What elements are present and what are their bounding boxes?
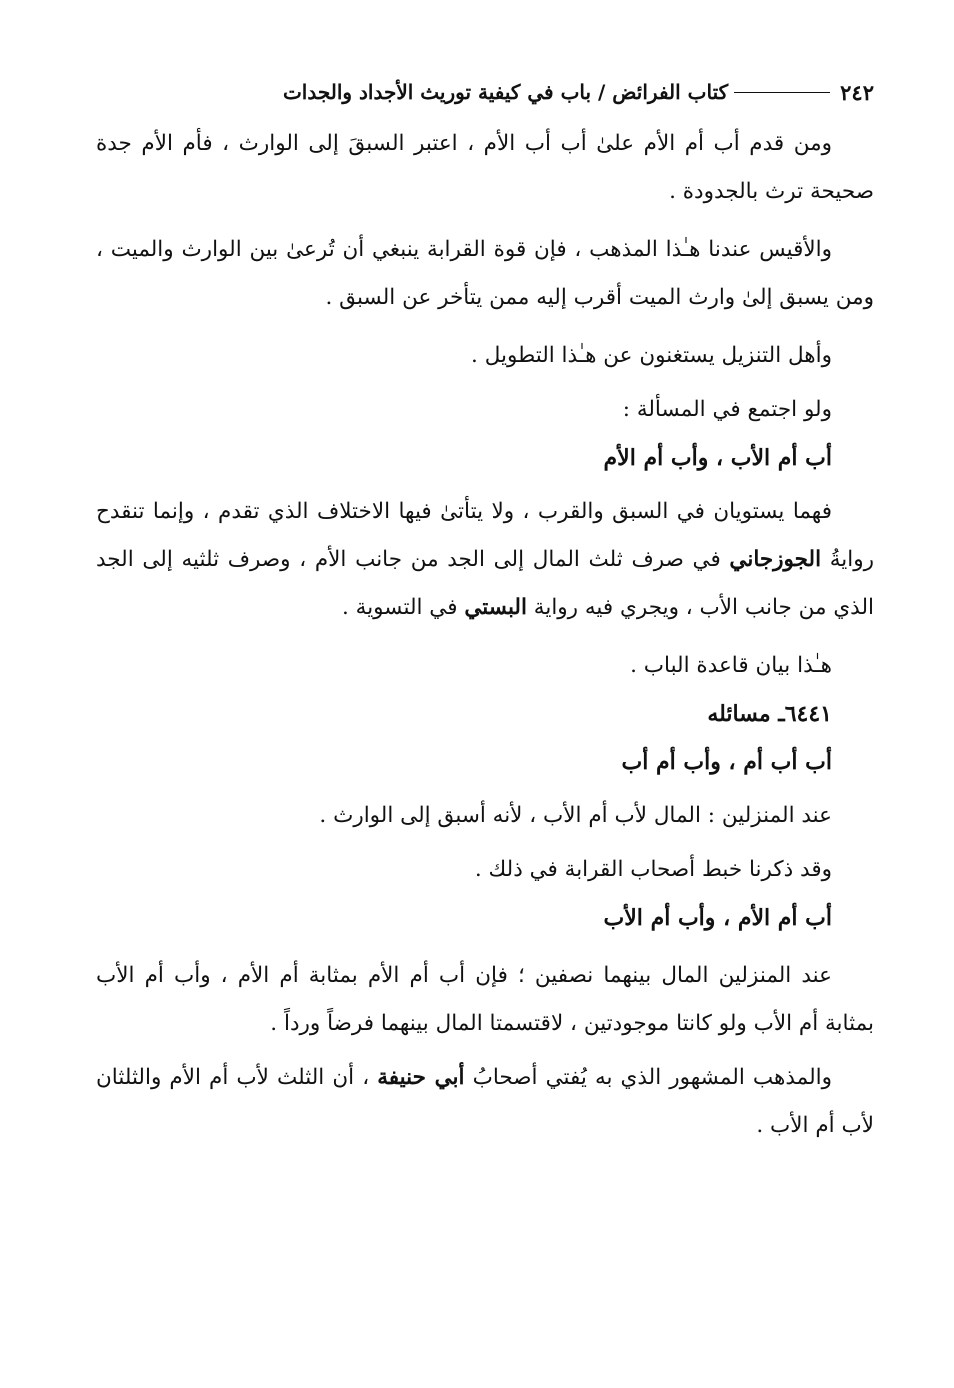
page-header <box>96 70 874 114</box>
paragraph-2: والأقيس عندنا هـٰذا المذهب ، فإن قوة القرابة ينبغي أن تُرعىٰ بين الوارث والميت ، ومن يسبق إلىٰ وارث الميت أقرب إليه ممن يتأخر عن السبق . <box>96 237 874 310</box>
paragraph-5-text-c: في صرف ثلث المال إلى الجد من جانب الأم ، وصرف ثلثيه إلى الجد الذي من جانب الأب ، ويجري فيه رواية <box>96 547 874 620</box>
paragraph-5-text-a: فهما يستويان في السبق والقرب ، ولا يتأتىٰ فيها الاختلاف الذي تقدم ، وإنما تنقدح روايةُ <box>96 499 874 572</box>
page-number: ٢٤٢ <box>840 79 874 105</box>
header-rule <box>734 92 830 93</box>
paragraph-8: وقد ذكرنا خبط أصحاب القرابة في ذلك . <box>474 857 832 882</box>
name-busti: البستي <box>464 595 527 620</box>
paragraph-5-text-e: في التسوية . <box>342 595 465 620</box>
paragraph-10-text-c: ، أن الثلث لأب أم الأم والثلثان لأب أم الأب . <box>96 1065 874 1138</box>
paragraph-10-text-a: والمذهب المشهور الذي به يُفتي أصحابُ <box>464 1065 832 1090</box>
paragraph-3: وأهل التنزيل يستغنون عن هـٰذا التطويل . <box>471 343 832 368</box>
paragraph-5 <box>96 488 874 632</box>
case-heading-2: أب أب أم ، وأب أم أب <box>621 749 832 775</box>
paragraph-9: عند المنزلين المال بينهما نصفين ؛ فإن أب أم الأم بمثابة أم الأم ، وأب أم الأب بمثابة أم الأب ولو كانتا موجودتين ، لاقتسمتا المال بينهما فرضاً ورداً . <box>96 963 874 1036</box>
name-abu-hanifa: أبي حنيفة <box>377 1065 465 1090</box>
paragraph-4: ولو اجتمع في المسألة : <box>622 397 832 422</box>
name-jawzajani: الجوزجاني <box>729 547 822 572</box>
paragraph-10 <box>96 1054 874 1150</box>
section-heading-6441: ٦٤٤١ـ مسائله <box>707 701 832 727</box>
paragraph-1: ومن قدم أب أم الأم علىٰ أب أب الأم ، اعتبر السبقَ إلى الوارث ، فأم الأم جدة صحيحة ترث بالجدودة . <box>96 131 874 204</box>
paragraph-6: هـٰذا بيان قاعدة الباب . <box>630 653 832 678</box>
case-heading-1: أب أم الأب ، وأب أم الأم <box>603 445 832 471</box>
case-heading-3: أب أم الأم ، وأب أم الأب <box>603 905 832 931</box>
paragraph-7: عند المنزلين : المال لأب أم الأب ، لأنه أسبق إلى الوارث . <box>319 803 832 828</box>
running-title: كتاب الفرائض / باب في كيفية توريث الأجداد والجدات <box>282 80 729 104</box>
book-page <box>96 70 874 1150</box>
